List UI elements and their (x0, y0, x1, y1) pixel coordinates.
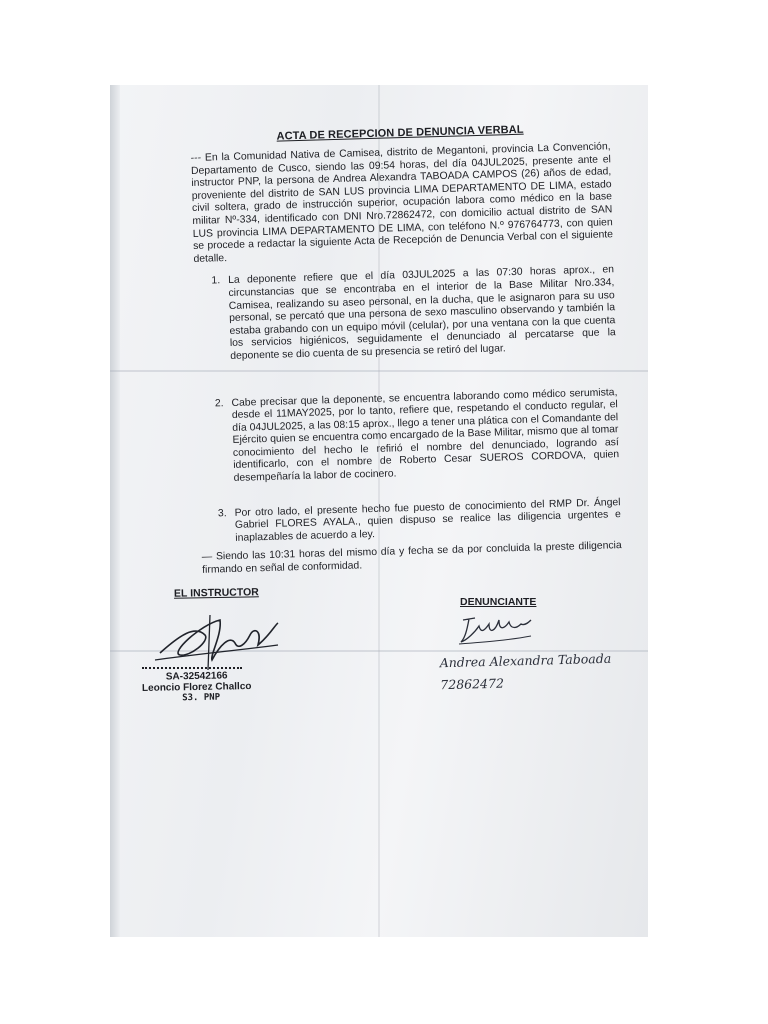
stamp-name: Leoncio Florez Challco (141, 681, 252, 694)
list-item-number: 3. (217, 507, 227, 520)
stamp-divider (142, 667, 242, 669)
instructor-label: EL INSTRUCTOR (173, 586, 259, 600)
complainant-signature (455, 610, 535, 650)
list-item-text: Por otro lado, el presente hecho fue puesto de conocimiento del RMP Dr. Ángel Gabriel FLORES AYALA., quien dispuso se realice las diligencia urgentes e inaplazables de acuerdo a ley. (234, 496, 621, 544)
list-item (197, 387, 619, 487)
document-photo (110, 85, 648, 937)
document-title: ACTA DE RECEPCION DE DENUNCIA VERBAL (276, 123, 524, 143)
list-item-number: 1. (211, 275, 221, 287)
stamp-rank: S3. PNP (182, 692, 221, 704)
paper-edge-shadow (110, 85, 120, 937)
list-item-text: La deponente refiere que el día 03JUL2025 a las 07:30 horas aprox., en circunstancias que se encontraba en el interior de la Base Militar Nro.334, Camisea, realizando su aseo personal, en la ducha, que le asignaron para su uso personal, se percató que una persona de sexo masculino observando y también la estaba grabando con un equipo móvil (celular), por una ventana con la que cuenta los servicios higiénicos, seguidamente el denunciado al percatarse que la deponente se dio cuenta de su presencia se retiró del lugar. (227, 264, 616, 362)
list-item-text: Cabe precisar que la deponente, se encuentra laborando como médico serumista, desde el 11MAY2025, por lo tanto, refiere que, respetando el conducto regular, el día 04JUL2025, a las 08:15 aprox., llego a tener una plática con el Comandante del Ejército quien se encuentra como encargado de la Base Militar, mismo que al tomar conocimiento del hecho le refirió el nombre del denunciado, logrando así identificarlo, con el nombre de Roberto Cesar SUEROS CORDOVA, quien desempeñaría la labor de cocinero. (231, 386, 620, 484)
document-body (190, 121, 622, 577)
instructor-signature (150, 605, 280, 675)
closing-paragraph: — Siendo las 10:31 horas del mismo día y fecha se da por concluida la preste diligencia firmando en señal de conformidad. (201, 540, 622, 576)
list-item (194, 265, 616, 365)
stamp-code: SA-32542166 (165, 670, 228, 683)
handwritten-signature-block (439, 648, 612, 696)
list-item-number: 2. (214, 397, 224, 409)
intro-paragraph: --- En la Comunidad Nativa de Camisea, distrito de Megantoni, provincia La Convención, Departamento de Cusco, siendo las 09:54 horas, del día 04JUL2025, presente ante el instructor PNP, la persona de Andrea Alexandra TABOADA CAMPOS (26) años de edad, proveniente del distrito de SAN LUS provincia LIMA DEPARTAMENTO DE LIMA, estado civil soltera, grado de instrucción superior, ocupación labora como médico en la base militar Nº-334, identificado con DNI Nro.72862472, con domicilio actual distrito de SAN LUS provincia LIMA DEPARTAMENTO DE LIMA, con teléfono N.º 976764773, con quien se procede a redactar la siguiente Acta de Recepción de Denuncia Verbal con el siguiente detalle. (190, 141, 614, 265)
handwritten-name: Andrea Alexandra Taboada (439, 650, 612, 671)
numbered-list (194, 265, 621, 547)
complainant-label: DENUNCIANTE (460, 596, 537, 608)
handwritten-dni: 72862472 (440, 675, 505, 693)
paper-sheet (110, 85, 648, 937)
list-item (200, 497, 621, 546)
instructor-stamp (142, 670, 252, 705)
